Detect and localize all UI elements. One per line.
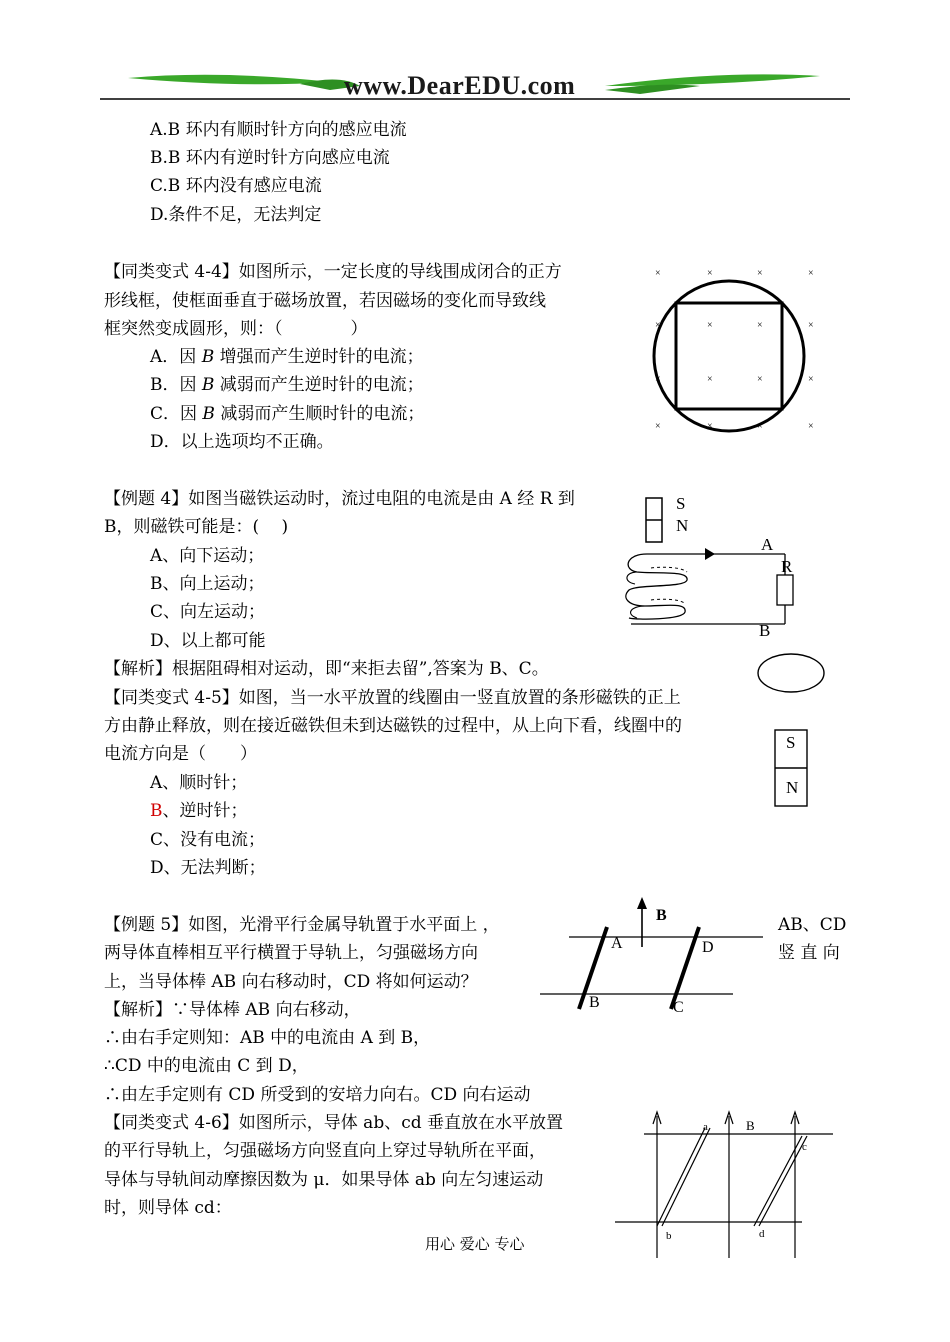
ex4-option-c: C、向左运动；: [150, 602, 266, 622]
v46-line-2: 的平行导轨上，匀强磁场方向竖直向上穿过导轨所在平面，: [104, 1141, 546, 1161]
ex5-label-a: A: [611, 935, 623, 952]
header-banner: [100, 68, 850, 104]
page-footer: 用心 爱心 专心: [425, 1235, 525, 1253]
ex4-analysis: 【解析】根据阻碍相对运动，即“来拒去留”,答案为 B、C。: [104, 659, 549, 679]
ex5-label-b: B: [589, 994, 600, 1011]
prev-option-c: C.B 环内没有感应电流: [150, 176, 322, 196]
v46-label-c: c: [802, 1141, 807, 1153]
v45-line-2: 方由静止释放，则在接近磁铁但未到达磁铁的过程中，从上向下看，线圈中的: [104, 716, 682, 736]
v45-option-d: D、无法判断；: [150, 858, 266, 878]
field-mark-3-2: ×: [757, 421, 763, 432]
ex5-label-field-b: B: [656, 907, 667, 924]
ex5-analysis-3: ∴CD 中的电流由 C 到 D，: [104, 1056, 309, 1076]
field-mark-0-3: ×: [808, 268, 814, 279]
field-mark-2-1: ×: [707, 374, 713, 385]
v44-line-1: 【同类变式 4-4】如图所示，一定长度的导线围成闭合的正方: [104, 262, 562, 282]
ex4-figure: [615, 490, 815, 640]
v46-figure: [612, 1108, 837, 1260]
v46-label-a: a: [703, 1121, 708, 1133]
field-mark-2-3: ×: [808, 374, 814, 385]
v45-option-b: B、逆时针；: [150, 801, 248, 821]
ex5-analysis-1: 【解析】∵导体棒 AB 向右移动，: [104, 1000, 361, 1020]
ex5-line-1: 【例题 5】如图，光滑平行金属导轨置于水平面上 ，: [104, 915, 500, 935]
ex4-option-d: D、以上都可能: [150, 631, 266, 651]
ex5-label-c: C: [673, 999, 684, 1016]
field-mark-0-1: ×: [707, 268, 713, 279]
field-mark-1-1: ×: [707, 320, 713, 331]
field-mark-2-2: ×: [757, 374, 763, 385]
ex4-label-r: R: [781, 557, 793, 576]
ex4-label-n: N: [676, 516, 689, 535]
ex5-label-d: D: [702, 939, 714, 956]
v46-line-1: 【同类变式 4-6】如图所示，导体 ab、cd 垂直放在水平放置: [104, 1113, 564, 1133]
field-mark-1-0: ×: [655, 320, 661, 331]
v46-label-d: d: [759, 1228, 765, 1240]
v45-option-c: C、没有电流；: [150, 830, 266, 850]
ex4-option-b: B、向上运动；: [150, 574, 265, 594]
v44-option-a: A．因 B 增强而产生逆时针的电流；: [150, 347, 424, 367]
field-mark-3-1: ×: [707, 421, 713, 432]
ex4-line-2: B，则磁铁可能是：( ): [104, 517, 289, 537]
ex5-analysis-2: ∴由右手定则知：AB 中的电流由 A 到 B，: [104, 1028, 431, 1048]
v46-line-3: 导体与导轨间动摩擦因数为 μ．如果导体 ab 向左匀速运动: [104, 1170, 544, 1190]
field-mark-1-3: ×: [808, 320, 814, 331]
ex4-option-a: A、向下运动；: [150, 546, 265, 566]
v45-line-3: 电流方向是（ ）: [104, 744, 257, 764]
v45-line-1: 【同类变式 4-5】如图，当一水平放置的线圈由一竖直放置的条形磁铁的正上: [104, 688, 681, 708]
ex4-line-1: 【例题 4】如图当磁铁运动时，流过电阻的电流是由 A 经 R 到: [104, 489, 575, 509]
prev-option-a: A.B 环内有顺时针方向的感应电流: [150, 120, 407, 140]
v46-label-b: b: [666, 1230, 672, 1242]
v46-label-b-field: B: [746, 1118, 755, 1133]
v44-line-2: 形线框，使框面垂直于磁场放置，若因磁场的变化而导致线: [104, 291, 546, 311]
v44-option-b: B．因 B 减弱而产生逆时针的电流；: [150, 375, 424, 395]
v44-line-3: 框突然变成圆形，则：（ ）: [104, 319, 368, 339]
ex4-label-b: B: [759, 621, 771, 640]
ex4-label-a: A: [761, 535, 774, 554]
field-mark-2-0: ×: [655, 374, 661, 385]
v44-figure: [640, 262, 830, 442]
v46-line-4: 时，则导体 cd：: [104, 1198, 232, 1218]
v45-figure: [752, 650, 832, 812]
site-title[interactable]: www.DearEDU.com: [344, 71, 576, 100]
field-mark-3-3: ×: [808, 421, 814, 432]
ex5-figure: [535, 895, 765, 1020]
field-mark-1-2: ×: [757, 320, 763, 331]
ex4-label-s: S: [676, 494, 686, 513]
v45-label-n: N: [786, 778, 799, 797]
ex5-line-2: 两导体直棒相互平行横置于导轨上，匀强磁场方向: [104, 943, 478, 963]
ex5-analysis-4: ∴由左手定则有 CD 所受到的安培力向右。CD 向右运动: [104, 1085, 531, 1105]
v44-option-c: C．因 B 减弱而产生顺时针的电流；: [150, 404, 425, 424]
v44-option-d: D．以上选项均不正确。: [150, 432, 334, 452]
field-mark-0-0: ×: [655, 268, 661, 279]
field-mark-3-0: ×: [655, 421, 661, 432]
ex5-side-2: 竖 直 向: [778, 943, 840, 963]
v45-option-a: A、顺时针；: [150, 773, 248, 793]
prev-option-b: B.B 环内有逆时针方向感应电流: [150, 148, 390, 168]
field-mark-0-2: ×: [757, 268, 763, 279]
prev-option-d: D.条件不足，无法判定: [150, 205, 322, 225]
ex5-side-1: AB、CD: [778, 915, 847, 935]
v45-label-s: S: [786, 733, 796, 752]
ex5-line-3: 上，当导体棒 AB 向右移动时，CD 将如何运动？: [104, 972, 478, 992]
